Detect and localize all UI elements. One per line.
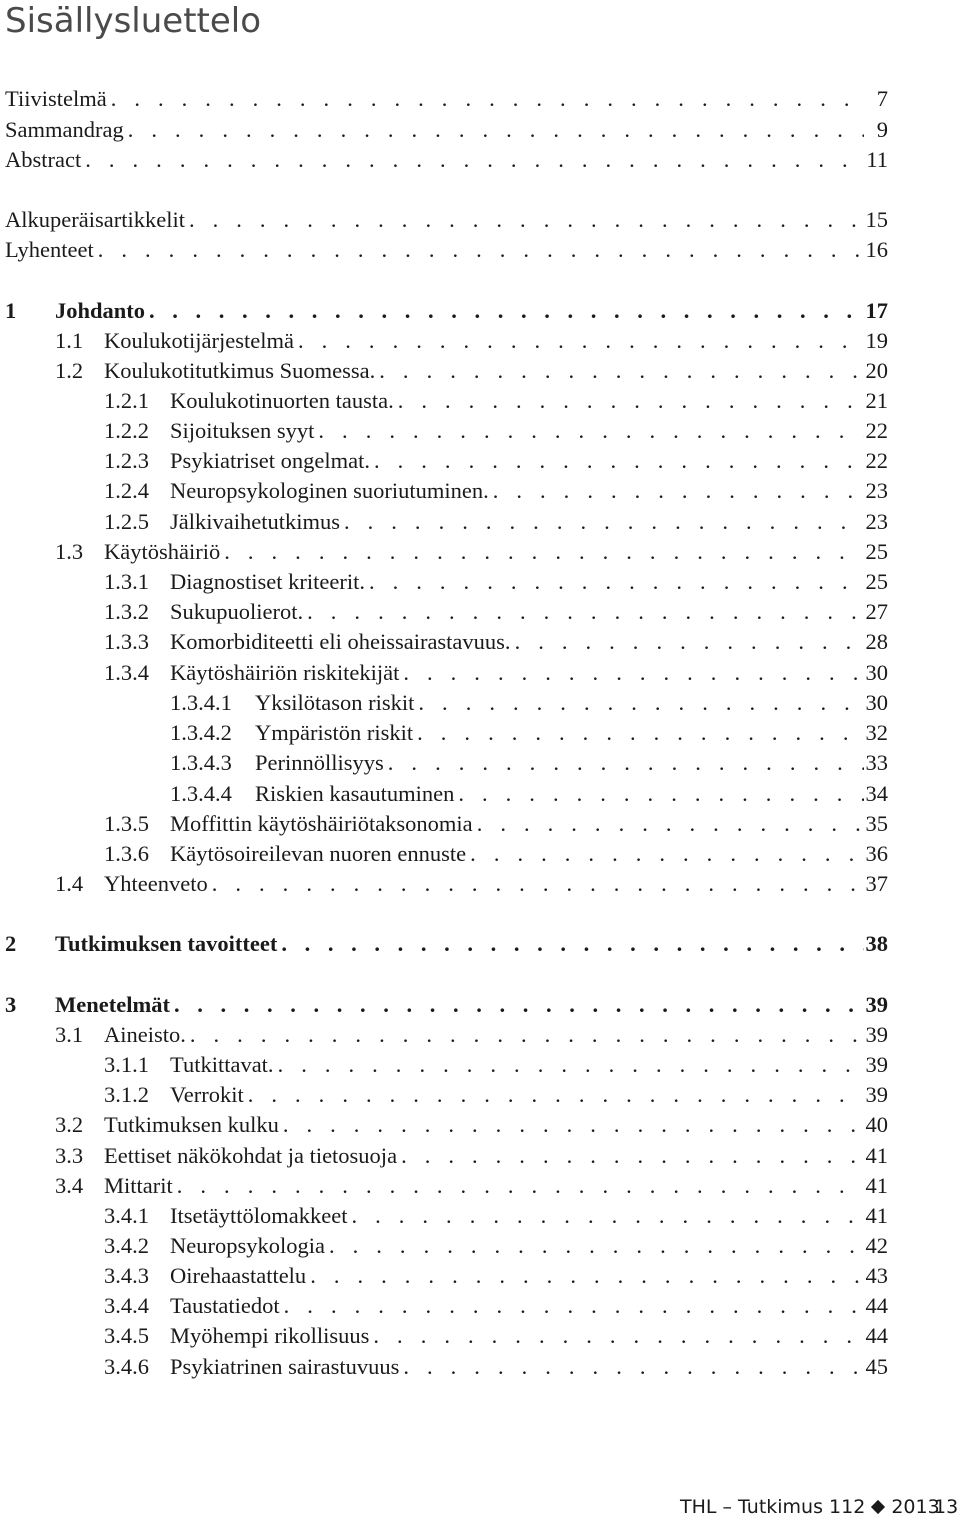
toc-entry — [104, 386, 888, 416]
dot-leader — [403, 658, 863, 688]
toc-entry-page: 28 — [865, 629, 888, 654]
dot-leader — [344, 507, 864, 537]
toc-entry-page: 7 — [876, 86, 888, 111]
dot-leader — [85, 145, 864, 175]
toc-entry-page: 36 — [865, 841, 888, 866]
toc-entry-page: 38 — [865, 931, 888, 956]
toc-entry-label: Tutkimuksen tavoitteet — [55, 931, 278, 956]
toc-entry-page: 44 — [865, 1293, 888, 1318]
dot-leader — [278, 1050, 864, 1080]
dot-leader — [515, 627, 864, 657]
toc-entry — [5, 84, 888, 114]
toc-entry-page: 39 — [865, 992, 888, 1017]
toc-entry-number: 3.1 — [55, 1022, 84, 1047]
toc-entry-page: 45 — [865, 1354, 888, 1379]
toc-entry-label: Eettiset näkökohdat ja tietosuoja — [104, 1143, 398, 1168]
toc-entry — [170, 718, 888, 748]
toc-entry — [104, 627, 888, 657]
toc-entry-number: 1 — [5, 298, 17, 323]
toc-entry-label: Koulukotitutkimus Suomessa. — [104, 358, 376, 383]
toc-entry-number: 1.2.2 — [104, 418, 149, 443]
toc-entry — [104, 809, 888, 839]
toc-entry-label: Menetelmät — [55, 992, 170, 1017]
toc-entry — [104, 476, 888, 506]
toc-entry-number: 3.4 — [55, 1173, 84, 1198]
toc-entry — [104, 567, 888, 597]
toc-entry-label: Yhteenveto — [104, 871, 208, 896]
toc-entry — [104, 1201, 888, 1231]
toc-entry-page: 23 — [865, 509, 888, 534]
toc-entry-page: 19 — [865, 328, 888, 353]
toc-entry-label: Alkuperäisartikkelit — [5, 207, 185, 232]
toc-entry — [104, 1080, 888, 1110]
toc-entry-number: 1.2 — [55, 358, 84, 383]
toc-entry-label: Taustatiedot — [170, 1293, 280, 1318]
toc-entry — [104, 839, 888, 869]
toc-entry — [5, 205, 888, 235]
toc-entry-number: 1.3.4.2 — [170, 720, 232, 745]
toc-entry-label: Komorbiditeetti eli oheissairastavuus. — [170, 629, 511, 654]
toc-entry-label: Perinnöllisyys — [255, 750, 384, 775]
dot-leader — [329, 1231, 864, 1261]
toc-entry — [55, 537, 888, 567]
dot-leader — [189, 205, 864, 235]
toc-entry-number: 3.3 — [55, 1143, 84, 1168]
toc-entry-label: Itsetäyttölomakkeet — [170, 1203, 348, 1228]
toc-entry — [104, 1291, 888, 1321]
dot-leader — [310, 1261, 863, 1291]
dot-leader — [307, 597, 863, 627]
toc-entry-number: 1.2.5 — [104, 509, 149, 534]
toc-entry-label: Koulukotinuorten tausta. — [170, 388, 394, 413]
footer-publisher: THL – Tutkimus 112 — [680, 1496, 866, 1518]
toc-entry-number: 3.4.6 — [104, 1354, 149, 1379]
footer-year: 2013 — [891, 1496, 940, 1518]
toc-entry-page: 35 — [865, 811, 888, 836]
toc-entry-number: 1.3.3 — [104, 629, 149, 654]
toc-entry — [104, 1231, 888, 1261]
toc-entry — [55, 1020, 888, 1050]
toc-entry-number: 1.3.5 — [104, 811, 149, 836]
footer-publication — [680, 1496, 940, 1518]
toc-entry — [55, 1171, 888, 1201]
toc-entry-page: 39 — [865, 1022, 888, 1047]
toc-entry-label: Sammandrag — [5, 117, 124, 142]
toc-entry-number: 1.4 — [55, 871, 84, 896]
dot-leader — [190, 1020, 864, 1050]
dot-leader — [298, 326, 864, 356]
toc-entry — [5, 115, 888, 145]
dot-leader — [98, 235, 864, 265]
toc-entry-number: 3.4.5 — [104, 1323, 149, 1348]
dot-leader — [477, 809, 864, 839]
toc-entry-page: 42 — [865, 1233, 888, 1258]
toc-entry-page: 41 — [865, 1173, 888, 1198]
toc-entry — [170, 688, 888, 718]
toc-entry-number: 1.3.6 — [104, 841, 149, 866]
toc-entry-label: Myöhempi rikollisuus — [170, 1323, 370, 1348]
toc-entry — [5, 235, 888, 265]
dot-leader — [388, 748, 864, 778]
page-title: Sisällysluettelo — [5, 1, 262, 41]
toc-entry-page: 16 — [865, 237, 888, 262]
toc-entry-page: 43 — [865, 1263, 888, 1288]
toc-entry-page: 30 — [865, 690, 888, 715]
toc-entry-label: Sijoituksen syyt — [170, 418, 315, 443]
toc-entry-label: Riskien kasautuminen — [255, 781, 455, 806]
toc-entry-label: Psykiatriset ongelmat. — [170, 448, 370, 473]
toc-entry-page: 27 — [865, 599, 888, 624]
toc-entry-label: Lyhenteet — [5, 237, 94, 262]
toc-entry-number: 3.2 — [55, 1112, 84, 1137]
toc-entry-label: Diagnostiset kriteerit. — [170, 569, 365, 594]
dot-leader — [369, 567, 864, 597]
toc-entry-number: 1.3.4.3 — [170, 750, 232, 775]
toc-entry-label: Verrokit — [170, 1082, 244, 1107]
toc-entry-label: Neuropsykologinen suoriutuminen. — [170, 478, 489, 503]
toc-entry-page: 30 — [865, 660, 888, 685]
dot-leader — [403, 1352, 863, 1382]
toc-entry-label: Tutkimuksen kulku — [104, 1112, 279, 1137]
toc-entry — [5, 296, 888, 326]
dot-leader — [281, 929, 863, 959]
toc-entry-number: 3.1.2 — [104, 1082, 149, 1107]
toc-entry-label: Jälkivaihetutkimus — [170, 509, 340, 534]
toc-entry-label: Käytösoireilevan nuoren ennuste — [170, 841, 467, 866]
dot-leader — [111, 84, 864, 114]
toc-entry — [104, 416, 888, 446]
dot-leader — [174, 990, 864, 1020]
dot-leader — [470, 839, 863, 869]
dot-leader — [351, 1201, 863, 1231]
toc-entry-page: 22 — [865, 448, 888, 473]
toc-entry-number: 3.1.1 — [104, 1052, 149, 1077]
dot-leader — [401, 1141, 863, 1171]
dot-leader — [493, 476, 864, 506]
toc-entry-page: 25 — [865, 569, 888, 594]
toc-entry — [104, 507, 888, 537]
toc-entry-page: 40 — [865, 1112, 888, 1137]
dot-leader — [398, 386, 864, 416]
toc-entry — [55, 1110, 888, 1140]
toc-entry-label: Johdanto — [55, 298, 146, 323]
toc-entry — [104, 658, 888, 688]
toc-entry — [55, 356, 888, 386]
toc-entry-label: Neuropsykologia — [170, 1233, 325, 1258]
toc-entry-page: 9 — [876, 117, 888, 142]
dot-leader — [212, 869, 864, 899]
toc-entry-number: 1.3.4.1 — [170, 690, 232, 715]
toc-entry-page: 17 — [865, 298, 888, 323]
toc-entry-number: 3.4.2 — [104, 1233, 149, 1258]
dot-leader — [417, 718, 863, 748]
toc-entry-page: 11 — [866, 147, 888, 172]
toc-entry-number: 1.2.4 — [104, 478, 149, 503]
dot-leader — [283, 1110, 864, 1140]
toc-entry-page: 20 — [865, 358, 888, 383]
toc-entry-page: 37 — [865, 871, 888, 896]
toc-entry-page: 39 — [865, 1082, 888, 1107]
toc-entry — [104, 1352, 888, 1382]
toc-entry-number: 3 — [5, 992, 17, 1017]
toc-entry-number: 1.3.4 — [104, 660, 149, 685]
toc-entry-page: 32 — [865, 720, 888, 745]
dot-leader — [177, 1171, 864, 1201]
toc-entry-label: Aineisto. — [104, 1022, 186, 1047]
dot-leader — [373, 1321, 863, 1351]
toc-entry-number: 1.1 — [55, 328, 84, 353]
toc-entry — [5, 145, 888, 175]
toc-entry-page: 23 — [865, 478, 888, 503]
toc-entry — [104, 1261, 888, 1291]
toc-entry — [104, 597, 888, 627]
toc-entry — [170, 779, 888, 809]
dot-leader — [284, 1291, 864, 1321]
toc-entry-label: Käytöshäiriö — [104, 539, 221, 564]
toc-entry-label: Ympäristön riskit — [255, 720, 414, 745]
dot-leader — [379, 356, 863, 386]
toc-entry-number: 1.3.2 — [104, 599, 149, 624]
toc-entry-label: Koulukotijärjestelmä — [104, 328, 294, 353]
toc-entry — [104, 446, 888, 476]
toc-entry — [55, 869, 888, 899]
toc-entry-label: Tiivistelmä — [5, 86, 107, 111]
toc-entry-number: 1.2.1 — [104, 388, 149, 413]
toc-entry-label: Mittarit — [104, 1173, 173, 1198]
toc-entry-number: 3.4.1 — [104, 1203, 149, 1228]
toc-entry — [104, 1321, 888, 1351]
diamond-icon — [871, 1499, 885, 1513]
toc-entry-page: 15 — [865, 207, 888, 232]
toc-entry — [55, 326, 888, 356]
toc-entry-page: 44 — [865, 1323, 888, 1348]
toc-entry — [104, 1050, 888, 1080]
dot-leader — [224, 537, 863, 567]
page-footer — [0, 1496, 960, 1526]
dot-leader — [318, 416, 863, 446]
toc-entry-page: 33 — [865, 750, 888, 775]
toc-entry-page: 41 — [865, 1203, 888, 1228]
toc-entry-label: Yksilötason riskit — [255, 690, 415, 715]
dot-leader — [418, 688, 863, 718]
toc-entry-label: Psykiatrinen sairastuvuus — [170, 1354, 400, 1379]
toc-entry-page: 41 — [865, 1143, 888, 1168]
footer-page-number: 13 — [934, 1496, 959, 1518]
toc-entry — [5, 929, 888, 959]
toc-entry-number: 1.3 — [55, 539, 84, 564]
dot-leader — [374, 446, 864, 476]
dot-leader — [458, 779, 863, 809]
toc-entry-number: 1.2.3 — [104, 448, 149, 473]
dot-leader — [248, 1080, 864, 1110]
toc-entry-label: Abstract — [5, 147, 82, 172]
toc-entry-number: 1.3.4.4 — [170, 781, 232, 806]
toc-entry — [55, 1141, 888, 1171]
toc-entry-number: 3.4.4 — [104, 1293, 149, 1318]
toc-entry — [5, 990, 888, 1020]
toc-entry-label: Oirehaastattelu — [170, 1263, 307, 1288]
toc-entry-label: Sukupuolierot. — [170, 599, 304, 624]
toc-entry-number: 3.4.3 — [104, 1263, 149, 1288]
toc-entry-number: 1.3.1 — [104, 569, 149, 594]
dot-leader — [128, 115, 864, 145]
toc-entry-label: Moffittin käytöshäiriötaksonomia — [170, 811, 473, 836]
toc-entry-page: 21 — [865, 388, 888, 413]
toc-entry-page: 39 — [865, 1052, 888, 1077]
toc-entry-number: 2 — [5, 931, 17, 956]
toc-entry-page: 25 — [865, 539, 888, 564]
toc-entry-page: 22 — [865, 418, 888, 443]
toc-entry-label: Tutkittavat. — [170, 1052, 274, 1077]
toc-entry-label: Käytöshäiriön riskitekijät — [170, 660, 400, 685]
toc-entry-page: 34 — [865, 781, 888, 806]
dot-leader — [149, 296, 863, 326]
toc-entry — [170, 748, 888, 778]
